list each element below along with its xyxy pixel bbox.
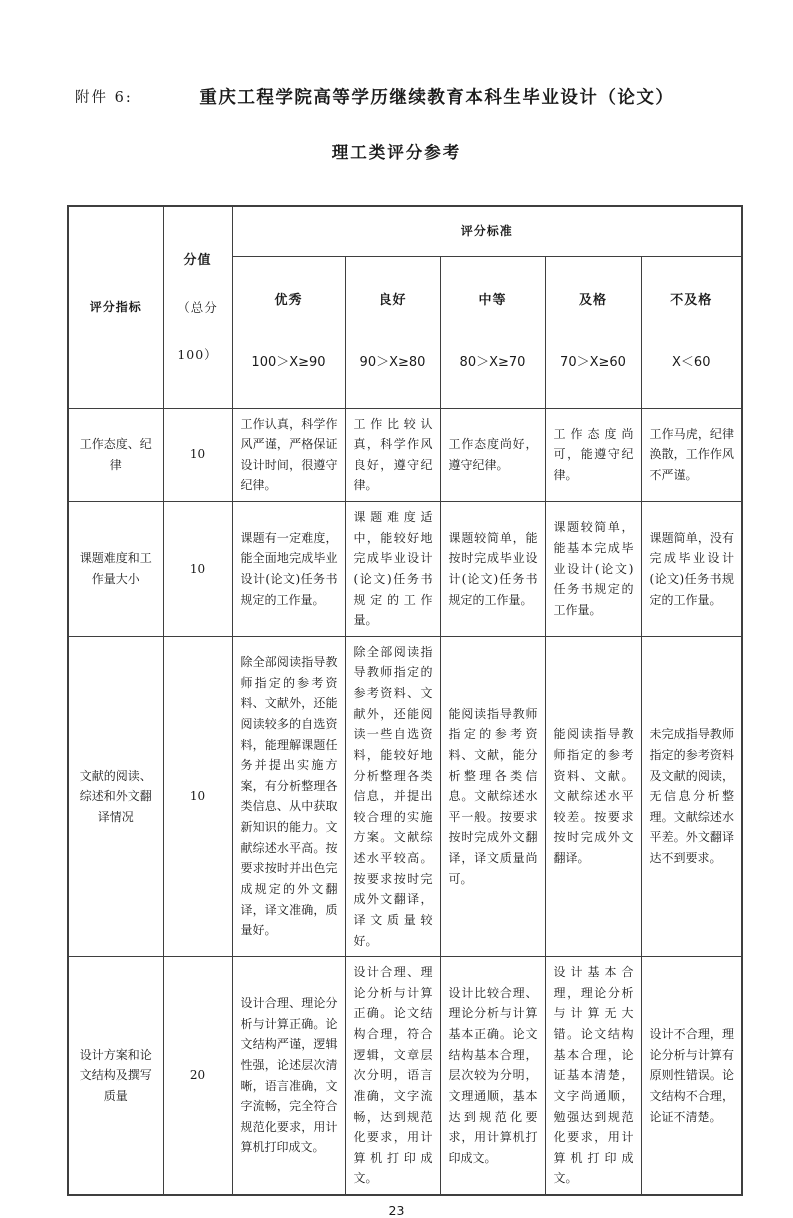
cell-pass: 能阅读指导教师指定的参考资料、文献。文献综述水平较差。按要求按时完成外文翻译。 [545,636,641,956]
score-label: 分值 [183,252,212,268]
document-page [0,84,793,1218]
cell-indicator: 工作态度、纪律 [68,408,163,502]
cell-average: 能阅读指导教师指定的参考资料、文献，能分析整理各类信息。文献综述水平一般。按要求按时完成外文翻译，译文质量尚可。 [440,636,545,956]
header-grade-good [345,256,440,408]
table-row-work-attitude [68,408,742,502]
score-note-line2: 100） [177,346,218,362]
cell-score: 10 [163,502,232,637]
grade-name: 中等 [478,292,507,308]
cell-excellent: 工作认真，科学作风严谨，严格保证设计时间，很遵守纪律。 [232,408,345,502]
header-standard: 评分标准 [232,206,742,256]
cell-good: 课题难度适中，能较好地完成毕业设计(论文)任务书规定的工作量。 [345,502,440,637]
cell-excellent: 除全部阅读指导教师指定的参考资料、文献外，还能阅读较多的自选资料，能理解课题任务并提出实施方案，有分析整理各类信息、从中获取新知识的能力。文献综述水平高。按要求按时并出色完成规定的外文翻译，译文准确，质量好。 [232,636,345,956]
header-grade-pass [545,256,641,408]
header-grade-fail [641,256,742,408]
table-row-literature-review [68,636,742,956]
score-note-line1: （总分 [177,299,218,315]
cell-score: 10 [163,408,232,502]
attachment-label: 附件 6: [75,90,133,106]
table-row-topic-difficulty [68,502,742,637]
header-row-standard [68,206,742,256]
cell-indicator: 课题难度和工作量大小 [68,502,163,637]
cell-score: 10 [163,636,232,956]
cell-pass: 课题较简单，能基本完成毕业设计(论文)任务书规定的工作量。 [545,502,641,637]
cell-good: 工作比较认真，科学作风良好，遵守纪律。 [345,408,440,502]
header-indicator: 评分指标 [68,206,163,408]
cell-average: 设计比较合理、理论分析与计算基本正确。论文结构基本合理，层次较为分明，文理通顺，基本达到规范化要求，用计算机打印成文。 [440,957,545,1195]
cell-good: 除全部阅读指导教师指定的参考资料、文献外，还能阅读一些自选资料，能较好地分析整理各类信息，并提出较合理的实施方案。文献综述水平较高。按要求按时完成外文翻译，译文质量较好。 [345,636,440,956]
header-grade-excellent [232,256,345,408]
cell-indicator: 文献的阅读、综述和外文翻译情况 [68,636,163,956]
cell-score: 20 [163,957,232,1195]
cell-fail: 未完成指导教师指定的参考资料及文献的阅读，无信息分析整理。文献综述水平差。外文翻译达不到要求。 [641,636,742,956]
header-grade-average [440,256,545,408]
cell-average: 工作态度尚好，遵守纪律。 [440,408,545,502]
scoring-rubric-table [67,205,743,1196]
cell-excellent: 课题有一定难度，能全面地完成毕业设计(论文)任务书规定的工作量。 [232,502,345,637]
cell-fail: 设计不合理，理论分析与计算有原则性错误。论文结构不合理，论证不清楚。 [641,957,742,1195]
grade-range: 90＞X≥80 [359,355,426,370]
table-row-design-quality [68,957,742,1195]
grade-range: 70＞X≥60 [560,355,626,370]
grade-name: 优秀 [274,292,303,308]
document-title-line2: 理工类评分参考 [331,143,462,162]
grade-range: 80＞X≥70 [459,355,526,370]
page-number: 23 [388,1203,405,1218]
grade-range: X＜60 [672,355,711,370]
cell-pass: 设计基本合理，理论分析与计算无大错。论文结构基本合理，论证基本清楚，文字尚通顺，勉强达到规范化要求，用计算机打印成文。 [545,957,641,1195]
cell-excellent: 设计合理、理论分析与计算正确。论文结构严谨，逻辑性强，论述层次清晰，语言准确，文字流畅，完全符合规范化要求，用计算机打印成文。 [232,957,345,1195]
cell-fail: 工作马虎，纪律涣散，工作作风不严谨。 [641,408,742,502]
cell-pass: 工作态度尚可，能遵守纪律。 [545,408,641,502]
cell-good: 设计合理、理论分析与计算正确。论文结构合理，符合逻辑，文章层次分明，语言准确，文字流畅，达到规范化要求，用计算机打印成文。 [345,957,440,1195]
cell-fail: 课题简单，没有完成毕业设计(论文)任务书规定的工作量。 [641,502,742,637]
document-header [75,84,741,109]
cell-indicator: 设计方案和论文结构及撰写质量 [68,957,163,1195]
grade-name: 及格 [578,292,607,308]
document-title-line1: 重庆工程学院高等学历继续教育本科生毕业设计（论文） [199,88,675,108]
grade-name: 良好 [378,292,407,308]
header-score [163,206,232,408]
cell-average: 课题较简单，能按时完成毕业设计(论文)任务书规定的工作量。 [440,502,545,637]
grade-name: 不及格 [670,292,713,308]
grade-range: 100＞X≥90 [251,355,326,370]
